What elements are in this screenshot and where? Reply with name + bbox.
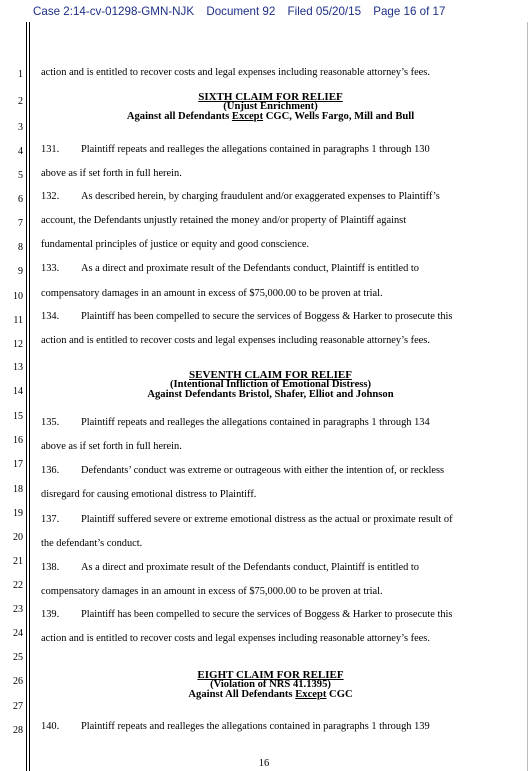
line-number: 12 [13, 339, 23, 350]
line-number: 7 [18, 218, 23, 229]
body-line: action and is entitled to recover costs and legal expenses including reasonable attorney’s fees. [41, 67, 430, 78]
paragraph-number: 140. [41, 721, 60, 732]
paragraph-133 [41, 263, 419, 274]
line-number: 8 [18, 242, 23, 253]
line-number: 1 [18, 69, 23, 80]
body-line: account, the Defendants unjustly retained the money and/or property of Plaintiff against [41, 215, 407, 226]
paragraph-number: 138. [41, 562, 60, 573]
paragraph-136 [41, 465, 444, 476]
filing-header [33, 5, 454, 18]
paragraph-132 [41, 191, 440, 202]
line-number: 25 [13, 652, 23, 663]
paragraph-text: As a direct and proximate result of the Defendants conduct, Plaintiff is entitled to [81, 562, 419, 573]
line-number: 9 [18, 266, 23, 277]
claim-heading-eighth [28, 670, 513, 700]
paragraph-text: Plaintiff has been compelled to secure the services of Boggess & Harker to prosecute this [81, 311, 453, 322]
body-line: action and is entitled to recover costs and legal expenses including reasonable attorney’s fees. [41, 335, 430, 346]
line-number: 16 [13, 435, 23, 446]
paragraph-number: 137. [41, 514, 60, 525]
against-text: CGC [326, 689, 353, 700]
paragraph-137 [41, 514, 453, 525]
against-text: CGC, Wells Fargo, Mill and Bull [263, 111, 415, 122]
body-line: compensatory damages in an amount in excess of $75,000.00 to be proven at trial. [41, 586, 383, 597]
line-number: 18 [13, 484, 23, 495]
body-line: action and is entitled to recover costs and legal expenses including reasonable attorney’s fees. [41, 633, 430, 644]
against-except: Except [295, 689, 327, 700]
paragraph-text: Plaintiff repeats and realleges the allegations contained in paragraphs 1 through 130 [81, 144, 430, 155]
paragraph-135 [41, 417, 430, 428]
paragraph-number: 131. [41, 144, 60, 155]
page-indicator: Page 16 of 17 [373, 5, 446, 18]
against-text: Against all Defendants [126, 111, 232, 122]
paragraph-number: 135. [41, 417, 60, 428]
body-line: above as if set forth in full herein. [41, 168, 182, 179]
claim-subtitle: (Unjust Enrichment) [223, 101, 318, 112]
line-number: 28 [13, 725, 23, 736]
paragraph-text: As described herein, by charging fraudulent and/or exaggerated expenses to Plaintiff’s [81, 191, 440, 202]
paragraph-139 [41, 609, 452, 620]
line-number: 15 [13, 411, 23, 422]
paragraph-text: Plaintiff suffered severe or extreme emotional distress as the actual or proximate result of [81, 514, 453, 525]
paragraph-131 [41, 144, 430, 155]
line-number: 11 [13, 315, 23, 326]
against-except: Except [231, 111, 264, 122]
line-number: 13 [13, 362, 23, 373]
paragraph-134 [41, 311, 452, 322]
body-line: the defendant’s conduct. [41, 538, 143, 549]
margin-rule-left [26, 22, 27, 771]
case-number: Case 2:14-cv-01298-GMN-NJK [33, 5, 195, 18]
line-number: 17 [13, 459, 23, 470]
page-number: 16 [258, 758, 270, 769]
body-line: compensatory damages in an amount in excess of $75,000.00 to be proven at trial. [41, 288, 383, 299]
paragraph-number: 134. [41, 311, 60, 322]
against-text: Against All Defendants [188, 689, 296, 700]
line-number: 4 [18, 146, 23, 157]
paragraph-number: 136. [41, 465, 60, 476]
line-number: 3 [18, 122, 23, 133]
paragraph-138 [41, 562, 419, 573]
paragraph-text: Defendants’ conduct was extreme or outrageous with either the intention of, or reckless [81, 465, 445, 476]
line-number: 21 [13, 556, 23, 567]
paragraph-number: 139. [41, 609, 60, 620]
body-line: above as if set forth in full herein. [41, 441, 182, 452]
paragraph-text: Plaintiff has been compelled to secure the services of Boggess & Harker to prosecute this [81, 609, 453, 620]
claim-heading-sixth [28, 92, 513, 122]
paragraph-number: 132. [41, 191, 60, 202]
claim-heading-seventh [28, 370, 513, 400]
body-line: fundamental principles of justice or equity and good conscience. [41, 239, 310, 250]
line-number: 26 [13, 676, 23, 687]
line-number: 6 [18, 194, 23, 205]
line-number: 14 [13, 386, 23, 397]
line-number: 24 [13, 628, 23, 639]
paragraph-text: Plaintiff repeats and realleges the allegations contained in paragraphs 1 through 134 [81, 417, 430, 428]
claim-title: EIGHT CLAIM FOR RELIEF [197, 669, 344, 681]
line-number: 20 [13, 532, 23, 543]
paragraph-140 [41, 721, 430, 732]
line-number: 10 [13, 291, 23, 302]
paragraph-number: 133. [41, 263, 60, 274]
claim-against [28, 690, 513, 700]
line-number: 23 [13, 604, 23, 615]
claim-against [28, 112, 513, 122]
line-number: 2 [18, 96, 23, 107]
line-number: 5 [18, 170, 23, 181]
claim-title: SEVENTH CLAIM FOR RELIEF [189, 369, 352, 381]
paragraph-text: As a direct and proximate result of the Defendants conduct, Plaintiff is entitled to [81, 263, 419, 274]
paragraph-text: Plaintiff repeats and realleges the allegations contained in paragraphs 1 through 139 [81, 721, 430, 732]
line-number: 27 [13, 701, 23, 712]
body-line: disregard for causing emotional distress to Plaintiff. [41, 489, 257, 500]
line-number: 22 [13, 580, 23, 591]
document-number: Document 92 [206, 5, 276, 18]
claim-against: Against Defendants Bristol, Shafer, Elliot and Johnson [147, 389, 394, 400]
line-number: 19 [13, 508, 23, 519]
claim-subtitle: (Violation of NRS 41.1395) [210, 679, 331, 690]
filed-date: Filed 05/20/15 [287, 5, 362, 18]
claim-subtitle: (Intentional Infliction of Emotional Distress) [169, 379, 372, 390]
claim-title: SIXTH CLAIM FOR RELIEF [198, 91, 343, 103]
